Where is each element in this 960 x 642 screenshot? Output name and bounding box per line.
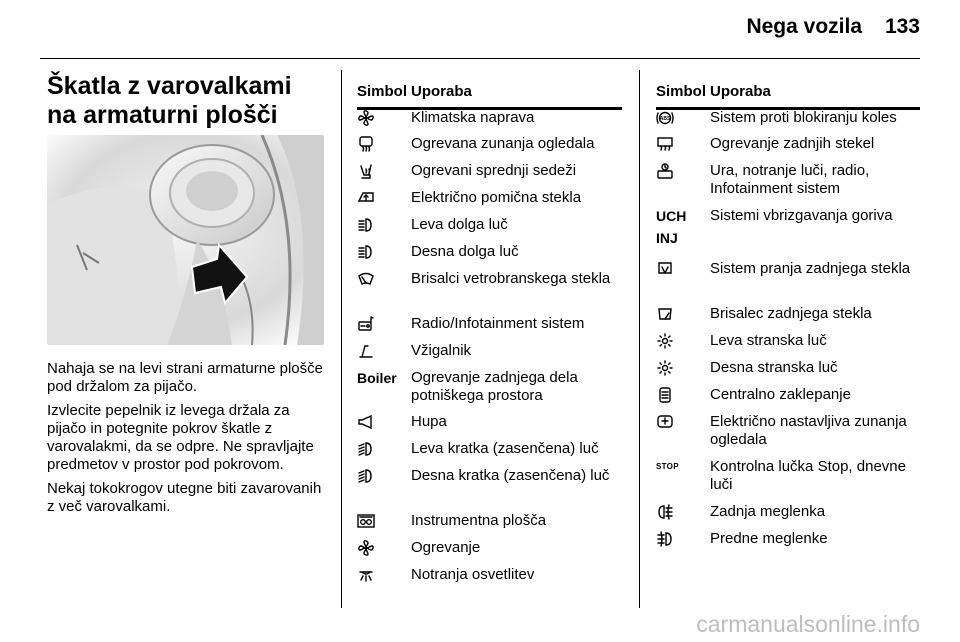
low-beam-icon <box>357 440 407 458</box>
instrument-panel-icon <box>357 512 407 530</box>
symbol-use: Klimatska naprava <box>411 109 535 126</box>
symbol-use: Desna kratka (zasenčena) luč <box>411 467 610 484</box>
symbol-label: Boiler <box>357 370 397 386</box>
symbol-text <box>656 458 706 476</box>
power-window-icon <box>357 189 407 207</box>
symbol-use: Hupa <box>411 413 447 430</box>
symbol-use: Desna stranska luč <box>710 359 838 376</box>
header-rule <box>40 58 920 59</box>
high-beam-icon <box>357 216 407 234</box>
symbol-use: Vžigalnik <box>411 342 472 359</box>
section-body <box>47 360 332 522</box>
power-mirror-icon <box>656 413 706 431</box>
cigarette-lighter-icon <box>357 342 407 360</box>
column-divider-left <box>341 70 342 608</box>
symbol-use: Ogrevanje zadnjih stekel <box>710 135 875 152</box>
symbol-use: Zadnja meglenka <box>710 503 826 520</box>
symbol-label: STOP <box>656 462 679 471</box>
symbol-use: Kontrolna lučka Stop, dnevne luči <box>710 458 906 493</box>
column-divider-right <box>639 70 640 608</box>
paragraph: Izvlecite pepelnik iz levega držala za pijačo in potegnite pokrov škatle z varovalakmi, da se odpre. Ne spravljajte predmetov v prostor pod pokrovom. <box>47 402 314 473</box>
abs-icon <box>656 109 706 127</box>
fan-icon <box>357 109 407 127</box>
symbol-use: Desna dolga luč <box>411 243 519 260</box>
symbol-use: Notranja osvetlitev <box>411 566 535 583</box>
symbol-use: Instrumentna plošča <box>411 512 547 529</box>
symbol-use: Električno pomična stekla <box>411 189 582 206</box>
symbol-text <box>656 207 706 247</box>
symbol-label: UCH <box>656 208 687 224</box>
low-beam-icon <box>357 467 407 485</box>
symbol-use: Brisalci vetrobranskega stekla <box>411 270 611 287</box>
rear-window-heating-icon <box>656 135 706 153</box>
central-locking-icon <box>656 386 706 404</box>
rear-washer-icon <box>656 260 706 278</box>
high-beam-icon <box>357 243 407 261</box>
paragraph: Nahaja se na levi strani armaturne plošče pod držalom za pijačo. <box>47 360 323 395</box>
symbol-use: Leva dolga luč <box>411 216 508 233</box>
symbol-use: Ogrevanje zadnjega dela potniškega prostora <box>411 369 578 404</box>
symbol-use: Predne meglenke <box>710 530 828 547</box>
side-light-icon <box>656 359 706 377</box>
fuse-box-photo <box>47 135 324 345</box>
interior-light-icon <box>357 566 407 584</box>
symbol-use: Ogrevana zunanja ogledala <box>411 135 595 152</box>
symbol-use: Ura, notranje luči, radio, Infotainment sistem <box>710 162 870 197</box>
front-fog-light-icon <box>656 530 706 548</box>
symbol-use: Brisalec zadnjega stekla <box>710 305 872 322</box>
heated-seat-icon <box>357 162 407 180</box>
rear-fog-light-icon <box>656 503 706 521</box>
paragraph: Nekaj tokokrogov utegne biti zavarovanih z več varovalkami. <box>47 480 322 515</box>
symbol-text <box>357 369 407 387</box>
horn-icon <box>357 413 407 431</box>
windscreen-wiper-icon <box>357 270 407 288</box>
clock-light-radio-icon <box>656 162 706 180</box>
radio-icon <box>357 315 407 333</box>
fan-icon <box>357 539 407 557</box>
heated-mirror-icon <box>357 135 407 153</box>
side-light-icon <box>656 332 706 350</box>
column-header-use: Uporaba <box>710 83 771 100</box>
symbol-use: Električno nastavljiva zunanja ogledala <box>710 413 907 448</box>
section-heading: Škatla z varovalkami na armaturni plošči <box>47 72 292 129</box>
symbol-use: Leva stranska luč <box>710 332 827 349</box>
watermark: carmanualsonline.info <box>696 611 920 637</box>
column-header-use: Uporaba <box>411 83 472 100</box>
symbol-use: Radio/Infotainment sistem <box>411 315 585 332</box>
svg-text:ABS: ABS <box>659 116 671 122</box>
symbol-use: Centralno zaklepanje <box>710 386 851 403</box>
symbol-label: INJ <box>656 230 678 246</box>
column-header-symbol: Simbol <box>656 83 707 100</box>
symbol-use: Leva kratka (zasenčena) luč <box>411 440 599 457</box>
column-header-symbol: Simbol <box>357 83 408 100</box>
symbol-use: Sistem proti blokiranju koles <box>710 109 897 126</box>
symbol-use: Sistemi vbrizgavanja goriva <box>710 207 893 224</box>
page-number: 133 <box>884 15 920 38</box>
symbol-use: Sistem pranja zadnjega stekla <box>710 260 911 277</box>
symbol-use: Ogrevani sprednji sedeži <box>411 162 577 179</box>
page-header-title: Nega vozila <box>746 15 862 38</box>
symbol-use: Ogrevanje <box>411 539 481 556</box>
rear-wiper-icon <box>656 305 706 323</box>
